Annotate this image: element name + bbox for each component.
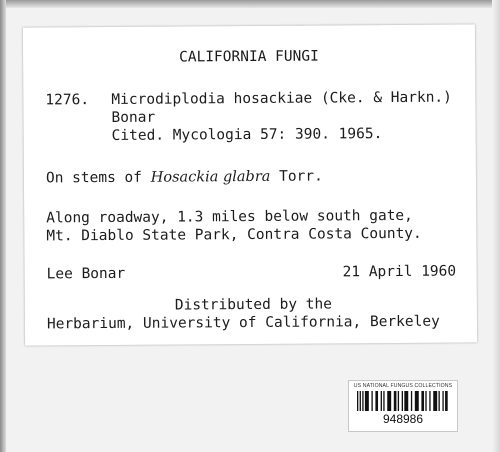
barcode-bar bbox=[365, 391, 369, 411]
taxon-author: Bonar bbox=[111, 109, 156, 126]
barcode-number: 948986 bbox=[382, 412, 424, 426]
barcode-bar bbox=[398, 391, 399, 411]
barcode-bar bbox=[433, 391, 437, 411]
barcode-bar bbox=[371, 391, 372, 411]
barcode-bar bbox=[394, 391, 397, 411]
barcode-bar bbox=[360, 391, 361, 411]
barcode-bar bbox=[415, 391, 419, 411]
literature-citation: Cited. Mycologia 57: 390. 1965. bbox=[111, 126, 383, 144]
barcode-caption: US NATIONAL FUNGUS COLLECTIONS bbox=[353, 383, 453, 389]
barcode-bar bbox=[362, 391, 363, 411]
barcode-bar bbox=[402, 391, 403, 411]
barcode-sticker bbox=[348, 380, 458, 432]
barcode-bar bbox=[411, 391, 412, 411]
barcode-bar bbox=[442, 391, 443, 411]
substrate-suffix: Torr. bbox=[270, 168, 323, 185]
locality-line-1: Along roadway, 1.3 miles below south gate, bbox=[46, 207, 413, 227]
barcode-bar bbox=[429, 391, 430, 411]
barcode-bar bbox=[381, 391, 382, 411]
distributed-by-line-2: Herbarium, University of California, Berkeley bbox=[46, 313, 440, 333]
barcode-icon bbox=[357, 391, 449, 411]
barcode-bar bbox=[383, 391, 384, 411]
locality-line-2: Mt. Diablo State Park, Contra Costa County. bbox=[46, 225, 422, 245]
accession-number: 1276. bbox=[45, 92, 90, 109]
scanner-edge-left bbox=[0, 0, 6, 452]
scanner-edge-top bbox=[0, 0, 500, 8]
barcode-bar bbox=[438, 391, 439, 411]
substrate-line bbox=[46, 167, 323, 187]
collection-date: 21 April 1960 bbox=[342, 263, 457, 281]
collector-name: Lee Bonar bbox=[46, 265, 126, 283]
barcode-bar bbox=[404, 391, 408, 411]
host-name: Hosackia glabra bbox=[150, 168, 271, 186]
label-header: CALIFORNIA FUNGI bbox=[179, 48, 319, 66]
barcode-bar bbox=[387, 391, 391, 411]
barcode-bar bbox=[425, 391, 426, 411]
distributed-by-line-1: Distributed by the bbox=[174, 296, 333, 314]
substrate-prefix: On stems of bbox=[45, 169, 151, 187]
barcode-bar bbox=[375, 391, 378, 411]
barcode-bar bbox=[357, 391, 358, 411]
taxon-name: Microdiplodia hosackiae (Cke. & Harkn.) bbox=[111, 89, 452, 108]
barcode-bar bbox=[445, 391, 448, 411]
herbarium-label bbox=[23, 24, 477, 345]
scanner-edge-right bbox=[492, 0, 500, 452]
barcode-bar bbox=[421, 391, 424, 411]
